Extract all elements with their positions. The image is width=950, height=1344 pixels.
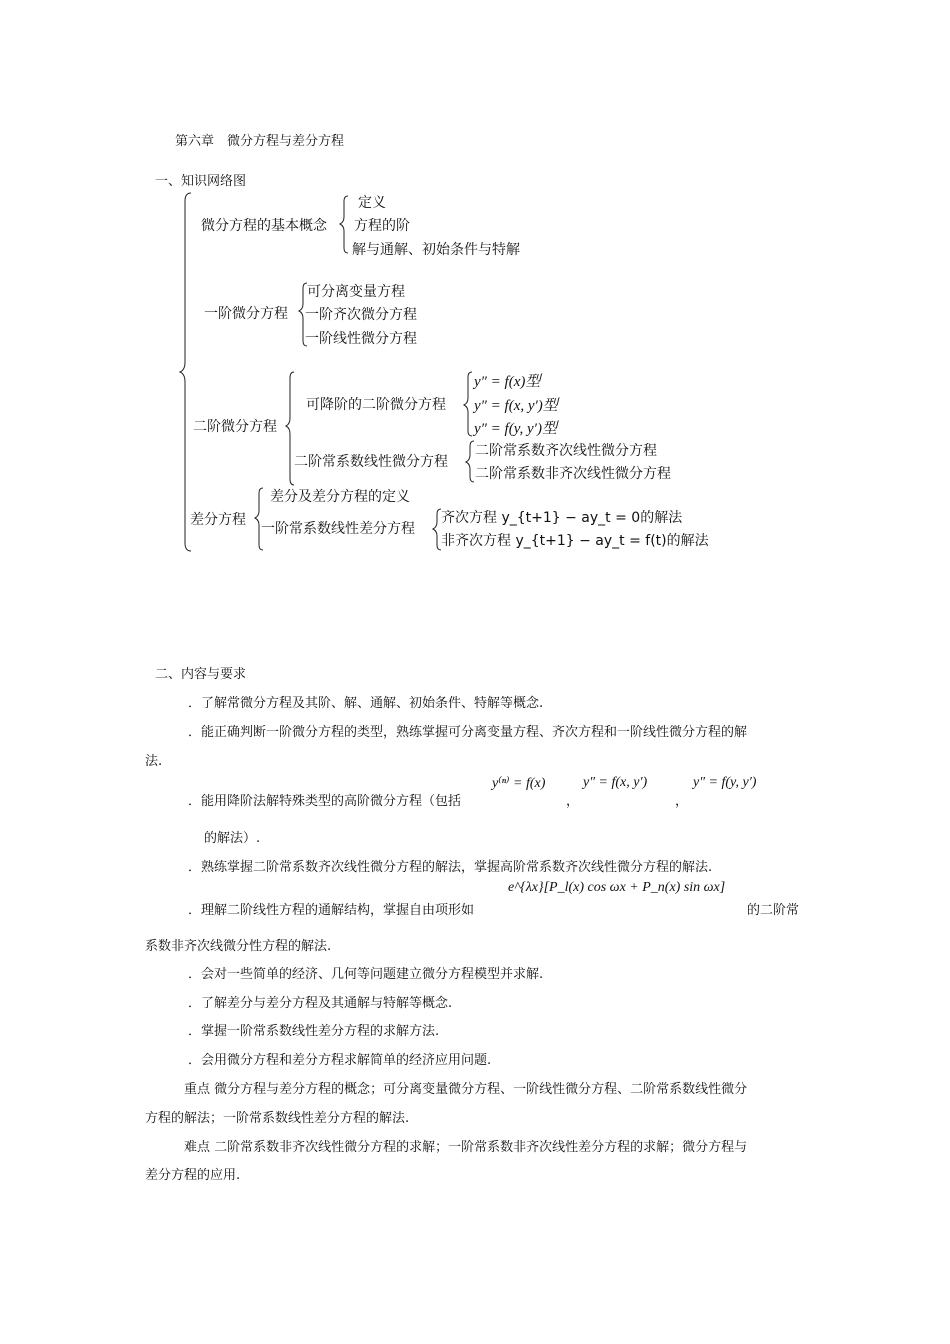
reducible-brace [464,372,472,436]
difficult-points: 难点 二阶常系数非齐次线性微分方程的求解；一阶常系数非齐次线性差分方程的求解；微分方程与 [184,1140,748,1155]
node-definition: 定义 [358,195,386,211]
requirement-2-cont: 法. [145,754,163,769]
requirement-2: ．能正确判断一阶微分方程的类型，熟练掌握可分离变量方程、齐次方程和一阶线性微分方程的解 [188,725,748,740]
requirement-9: ．会用微分方程和差分方程求解简单的经济应用问题. [188,1053,492,1068]
comma-1: ， [566,794,580,809]
formula-type-x: y″ = f(x, y′) [583,775,648,790]
comma-2: ， [675,794,689,809]
requirement-1: ．了解常微分方程及其阶、解、通解、初始条件、特解等概念. [188,696,544,711]
constant-coef-brace [466,441,474,482]
node-difference-first-order: 一阶常系数线性差分方程 [261,521,415,537]
key-points-cont: 方程的解法；一阶常系数线性差分方程的解法. [145,1111,410,1126]
requirement-8: ．掌握一阶常系数线性差分方程的求解方法. [188,1024,440,1039]
requirement-3: ．能用降阶法解特殊类型的高阶微分方程（包括 [188,794,462,809]
difference-first-order-brace [433,509,441,550]
requirement-5-cont: 系数非齐次线微分性方程的解法. [145,939,332,954]
node-first-order: 一阶微分方程 [204,306,288,322]
node-difference-nonhomogeneous: 非齐次方程 y_{t+1} − ay_t = f(t)的解法 [441,533,709,549]
basic-brace [340,196,348,253]
chapter-title: 第六章 微分方程与差分方程 [175,134,345,149]
formula-free-term: e^{λx}[P_l(x) cos ωx + P_n(x) sin ωx] [508,880,726,895]
node-basic-concepts: 微分方程的基本概念 [201,218,327,234]
difficult-points-cont: 差分方程的应用. [145,1168,241,1183]
node-solution: 解与通解、初始条件与特解 [352,242,520,258]
node-order: 方程的阶 [354,218,410,234]
node-constant-homogeneous: 二阶常系数齐次线性微分方程 [475,443,657,459]
formula-type-y: y″ = f(y, y′) [693,775,757,790]
node-separable: 可分离变量方程 [307,284,405,300]
node-reducible: 可降阶的二阶微分方程 [306,397,446,413]
requirement-5: ．理解二阶线性方程的通解结构，掌握自由项形如 [188,903,475,918]
requirement-6: ．会对一些简单的经济、几何等问题建立微分方程模型并求解. [188,967,544,982]
node-constant-nonhomogeneous: 二阶常系数非齐次线性微分方程 [475,466,671,482]
section2-heading: 二、内容与要求 [155,667,247,682]
main-brace [180,193,191,551]
node-difference-homogeneous: 齐次方程 y_{t+1} − ay_t = 0的解法 [441,510,683,526]
node-reducible-type1: y″ = f(x)型 [474,374,541,390]
node-homogeneous: 一阶齐次微分方程 [305,307,417,323]
node-difference-definition: 差分及差分方程的定义 [270,489,410,505]
key-points: 重点 微分方程与差分方程的概念；可分离变量微分方程、一阶线性微分方程、二阶常系数线性微分 [184,1082,748,1097]
requirement-5-tail: 的二阶常 [747,903,800,918]
node-constant-coef: 二阶常系数线性微分方程 [294,454,448,470]
requirement-3-cont: 的解法）. [204,831,261,846]
requirement-4: ．熟练掌握二阶常系数齐次线性微分方程的解法，掌握高阶常系数齐次线性微分方程的解法. [188,860,713,875]
section1-heading: 一、知识网络图 [155,174,247,189]
node-difference: 差分方程 [190,512,246,528]
node-second-order: 二阶微分方程 [193,419,277,435]
requirement-7: ．了解差分与差分方程及其通解与特解等概念. [188,996,453,1011]
node-linear: 一阶线性微分方程 [305,331,417,347]
node-reducible-type3: y″ = f(y, y′)型 [474,421,557,437]
second-order-brace [286,372,294,485]
formula-higher-order: y⁽ⁿ⁾ = f(x) [492,776,546,791]
node-reducible-type2: y″ = f(x, y′)型 [474,398,558,414]
